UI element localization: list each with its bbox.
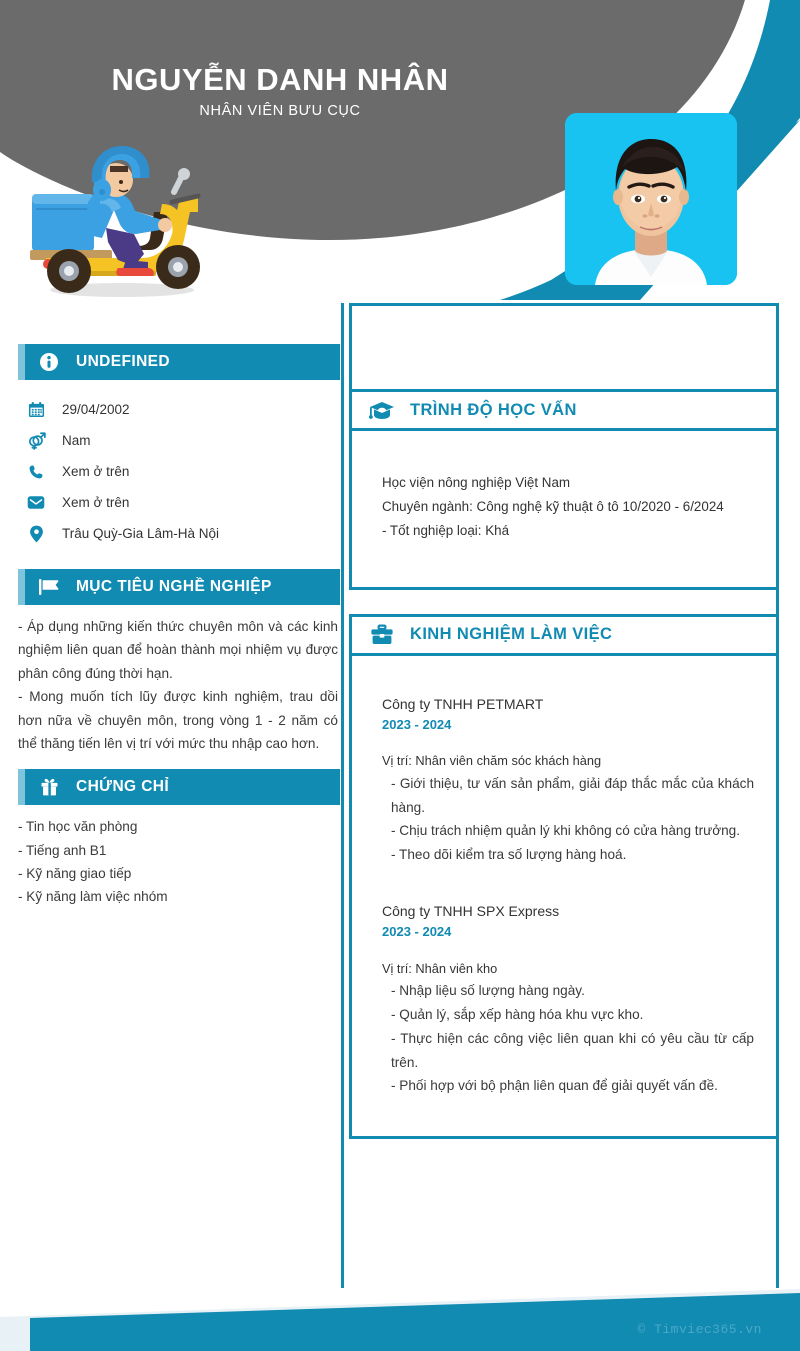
contact-row-email — [24, 487, 340, 518]
sidebar-section-certificates — [18, 769, 340, 909]
duty-item: - Thực hiện các công việc liên quan khi có yêu cầu từ cấp trên. — [391, 1030, 754, 1070]
contact-row-address — [24, 518, 340, 549]
education-line: Chuyên ngành: Công nghệ kỹ thuật ô tô 10/2020 - 6/2024 — [382, 498, 724, 514]
list-item: - Tiếng anh B1 — [18, 842, 107, 858]
section-header-education — [349, 389, 779, 431]
employment-period: 2023 - 2024 — [382, 716, 452, 732]
location-icon — [24, 524, 48, 544]
flag-icon — [36, 576, 62, 598]
watermark: © Timviec365.vn — [637, 1322, 762, 1337]
employment-period: 2023 - 2024 — [382, 923, 452, 939]
phone-icon — [24, 462, 48, 482]
avatar — [565, 113, 737, 285]
section-header-certificates — [18, 769, 340, 805]
section-title-education: TRÌNH ĐỘ HỌC VẤN — [410, 400, 577, 419]
contact-value-gender: Nam — [62, 433, 91, 448]
page-title: NGUYỄN DANH NHÂN — [111, 62, 449, 97]
list-item: - Kỹ năng làm việc nhóm — [18, 889, 168, 905]
contact-value-email: Xem ở trên — [62, 495, 130, 510]
duty-list — [382, 772, 754, 867]
section-header-experience — [349, 614, 779, 656]
cv-footer — [0, 1271, 800, 1351]
main-section-education — [349, 389, 779, 590]
education-body — [349, 431, 779, 590]
sidebar — [18, 344, 340, 923]
list-item: - Tin học văn phòng — [18, 819, 138, 835]
briefcase-icon — [368, 623, 396, 647]
duty-item: - Giới thiệu, tư vấn sản phẩm, giải đáp thắc mắc của khách hàng. — [391, 775, 754, 815]
section-header-info — [18, 344, 340, 380]
education-line: Học viện nông nghiệp Việt Nam — [382, 475, 571, 490]
job-position: Vị trí: Nhân viên kho — [382, 960, 498, 976]
duty-item: - Chịu trách nhiệm quản lý khi không có cửa hàng trưởng. — [391, 823, 741, 839]
contact-row-gender — [24, 425, 340, 456]
divider-left-vertical — [341, 303, 344, 1288]
contact-value-birthdate: 29/04/2002 — [62, 402, 130, 417]
education-line: - Tốt nghiệp loại: Khá — [382, 522, 510, 538]
cv-header — [0, 0, 800, 300]
contact-value-phone: Xem ở trên — [62, 464, 130, 479]
contact-list — [18, 390, 340, 555]
main-content — [349, 303, 779, 1139]
section-title-experience: KINH NGHIỆM LÀM VIỆC — [410, 625, 613, 644]
duty-list — [382, 979, 754, 1098]
gift-icon — [36, 776, 62, 798]
job-title: NHÂN VIÊN BƯU CỤC — [199, 102, 361, 119]
experience-entry — [382, 694, 754, 867]
job-position: Vị trí: Nhân viên chăm sóc khách hàng — [382, 753, 602, 769]
section-title-objective: MỤC TIÊU NGHỀ NGHIỆP — [76, 578, 272, 595]
objective-paragraph: - Mong muốn tích lũy được kinh nghiệm, trau dồi hơn nữa về chuyên môn, trong vòng 1 - 2 năm có thể thăng tiến lên vị trí với mức thu nhập cao hơn. — [18, 689, 338, 751]
top-spacer-panel — [349, 303, 779, 389]
portrait-photo — [565, 113, 737, 285]
calendar-icon — [24, 400, 48, 420]
duty-item: - Theo dõi kiểm tra số lượng hàng hoá. — [391, 847, 627, 863]
footer-band — [0, 1271, 800, 1351]
sidebar-section-objective — [18, 569, 340, 755]
certificates-list — [18, 815, 340, 909]
graduation-cap-icon — [368, 398, 396, 422]
duty-item: - Phối hợp với bộ phận liên quan để giải quyết vấn đề. — [391, 1078, 718, 1094]
delivery-scooter-icon — [22, 142, 222, 300]
section-title-info: UNDEFINED — [76, 353, 171, 370]
main-section-experience — [349, 614, 779, 1140]
objective-paragraph: - Áp dụng những kiến thức chuyên môn và các kinh nghiệm liên quan để hoàn thành mọi nhiệm vụ được phân công đúng thời hạn. — [18, 619, 338, 681]
contact-value-address: Trâu Quỳ-Gia Lâm-Hà Nội — [62, 526, 220, 541]
contact-row-phone — [24, 456, 340, 487]
contact-row-birthdate — [24, 394, 340, 425]
info-icon — [36, 351, 62, 373]
duty-item: - Quản lý, sắp xếp hàng hóa khu vực kho. — [391, 1007, 644, 1023]
objective-text — [18, 615, 340, 755]
company-name: Công ty TNHH SPX Express — [382, 902, 560, 919]
company-name: Công ty TNHH PETMART — [382, 695, 544, 712]
experience-body — [349, 656, 779, 1140]
gender-icon — [24, 431, 48, 451]
duty-item: - Nhập liệu số lượng hàng ngày. — [391, 983, 585, 999]
email-icon — [24, 493, 48, 513]
section-title-certificates: CHỨNG CHỈ — [76, 778, 170, 796]
experience-entry — [382, 901, 754, 1098]
sidebar-section-info — [18, 344, 340, 555]
section-header-objective — [18, 569, 340, 605]
list-item: - Kỹ năng giao tiếp — [18, 866, 132, 881]
